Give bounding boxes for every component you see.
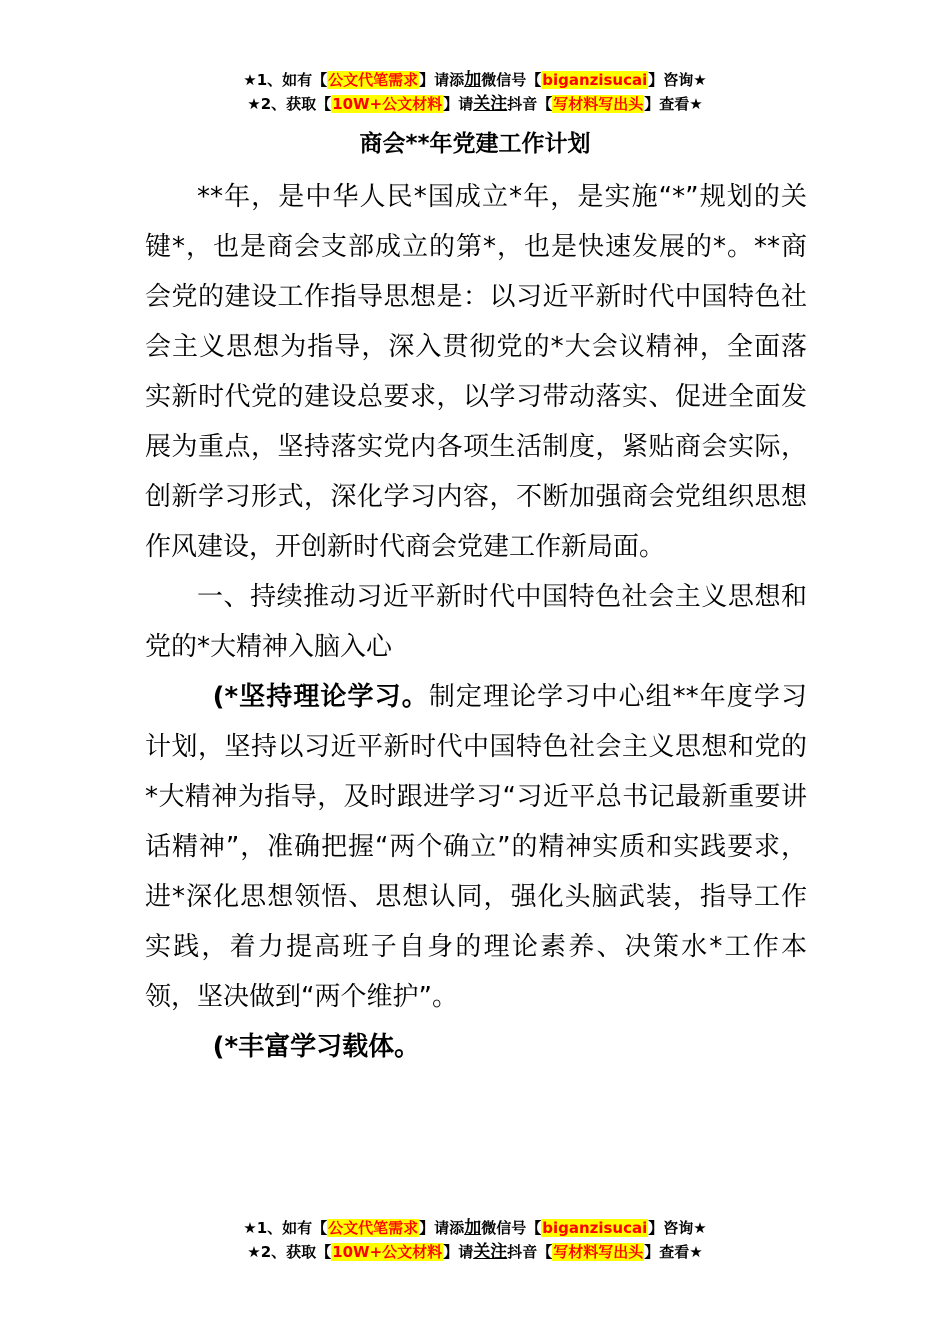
banner-highlight: 公文代笔需求 bbox=[328, 71, 419, 89]
banner-line-2: ★2、获取【10W+公文材料】请关注抖音【写材料写出头】查看★ bbox=[247, 94, 703, 114]
banner-wechat-id: biganzisucai bbox=[542, 71, 648, 89]
banner-line-1: ★1、如有【公文代笔需求】请添加微信号【biganzisucai】咨询★ bbox=[243, 1218, 707, 1238]
item-body: 制定理论学习中心组**年度学习计划，坚持以习近平新时代中国特色社会主义思想和党的*大精神为指导，及时跟进学习“习近平总书记最新重要讲话精神”，准确把握“两个确立”的精神实质和实践要求，进*深化思想领悟、思想认同，强化头脑武装，指导工作实践，着力提高班子自身的理论素养、决策水*工作本领，坚决做到“两个维护”。 bbox=[145, 682, 807, 1012]
banner-douyin-id: 写材料写出头 bbox=[553, 1243, 644, 1261]
document-body bbox=[145, 172, 807, 1072]
item-heading: (*坚持理论学习。 bbox=[212, 682, 429, 712]
item-paragraph bbox=[145, 1022, 807, 1072]
banner-highlight: 10W+公文材料 bbox=[332, 1243, 443, 1261]
banner-highlight: 公文代笔需求 bbox=[328, 1219, 419, 1237]
banner-wechat-id: biganzisucai bbox=[542, 1219, 648, 1237]
banner-douyin-id: 写材料写出头 bbox=[553, 95, 644, 113]
intro-paragraph: **年，是中华人民*国成立*年，是实施“*”规划的关键*，也是商会支部成立的第*，也是快速发展的*。**商会党的建设工作指导思想是：以习近平新时代中国特色社会主义思想为指导，深入贯彻党的*大会议精神，全面落实新时代党的建设总要求，以学习带动落实、促进全面发展为重点，坚持落实党内各项生活制度，紧贴商会实际，创新学习形式，深化学习内容，不断加强商会党组织思想作风建设，开创新时代商会党建工作新局面。 bbox=[145, 182, 807, 562]
footer-banner bbox=[0, 1216, 950, 1264]
banner-highlight: 10W+公文材料 bbox=[332, 95, 443, 113]
banner-line-1: ★1、如有【公文代笔需求】请添加微信号【biganzisucai】咨询★ bbox=[243, 70, 707, 90]
section-heading: 一、持续推动习近平新时代中国特色社会主义思想和党的*大精神入脑入心 bbox=[145, 582, 807, 662]
item-heading: (*丰富学习载体。 bbox=[212, 1032, 421, 1062]
item-paragraph bbox=[145, 672, 807, 1022]
document-title: 商会**年党建工作计划 bbox=[359, 131, 591, 157]
banner-line-2: ★2、获取【10W+公文材料】请关注抖音【写材料写出头】查看★ bbox=[247, 1242, 703, 1262]
header-banner bbox=[0, 68, 950, 116]
